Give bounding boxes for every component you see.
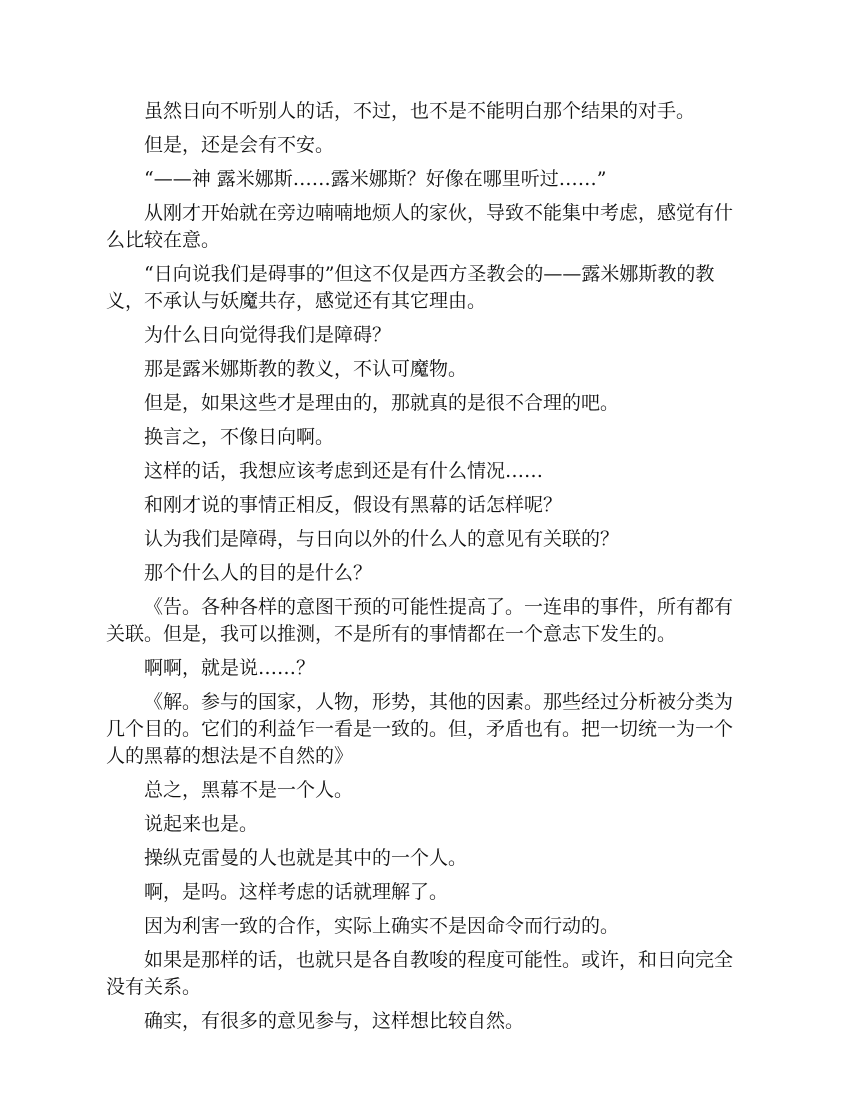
paragraph: 总之，黑幕不是一个人。 — [144, 779, 354, 801]
document-page — [106, 98, 746, 1042]
paragraph: 确实，有很多的意见参与，这样想比较自然。 — [144, 1010, 525, 1032]
paragraph: 换言之，不像日向啊。 — [144, 426, 335, 448]
paragraph: 但是，如果这些才是理由的，那就真的是很不合理的吧。 — [144, 392, 620, 414]
paragraph: 认为我们是障碍，与日向以外的什么人的意见有关联的？ — [144, 528, 620, 550]
paragraph: 啊啊，就是说……？ — [144, 657, 316, 679]
paragraph: 为什么日向觉得我们是障碍？ — [144, 324, 392, 346]
paragraph: 如果是那样的话，也就只是各自教唆的程度可能性。或许，和日向完全没有关系。 — [106, 949, 734, 998]
paragraph: 那个什么人的目的是什么？ — [144, 562, 373, 584]
paragraph: “——神 露米娜斯……露米娜斯？好像在哪里听过……” — [144, 168, 607, 190]
paragraph: 和刚才说的事情正相反，假设有黑幕的话怎样呢？ — [144, 494, 563, 516]
paragraph: 因为利害一致的合作，实际上确实不是因命令而行动的。 — [144, 915, 620, 937]
paragraph: 从刚才开始就在旁边喃喃地烦人的家伙，导致不能集中考虑，感觉有什么比较在意。 — [106, 202, 734, 251]
paragraph: 虽然日向不听别人的话，不过，也不是不能明白那个结果的对手。 — [144, 100, 696, 122]
paragraph: “日向说我们是碍事的”但这不仅是西方圣教会的——露米娜斯教的教义，不承认与妖魔共存，感觉还有其它理由。 — [106, 263, 715, 312]
paragraph: 《告。各种各样的意图干预的可能性提高了。一连串的事件，所有都有关联。但是，我可以推测，不是所有的事情都在一个意志下发生的。 — [106, 596, 734, 645]
paragraph: 这样的话，我想应该考虑到还是有什么情况…… — [144, 460, 544, 482]
paragraph: 啊，是吗。这样考虑的话就理解了。 — [144, 881, 449, 903]
paragraph: 《解。参与的国家，人物，形势，其他的因素。那些经过分析被分类为几个目的。它们的利益乍一看是一致的。但，矛盾也有。把一切统一为一个人的黑幕的想法是不自然的》 — [106, 691, 734, 767]
paragraph: 操纵克雷曼的人也就是其中的一个人。 — [144, 847, 468, 869]
paragraph: 那是露米娜斯教的教义，不认可魔物。 — [144, 358, 468, 380]
paragraph: 说起来也是。 — [144, 813, 259, 835]
paragraph: 但是，还是会有不安。 — [144, 134, 335, 156]
